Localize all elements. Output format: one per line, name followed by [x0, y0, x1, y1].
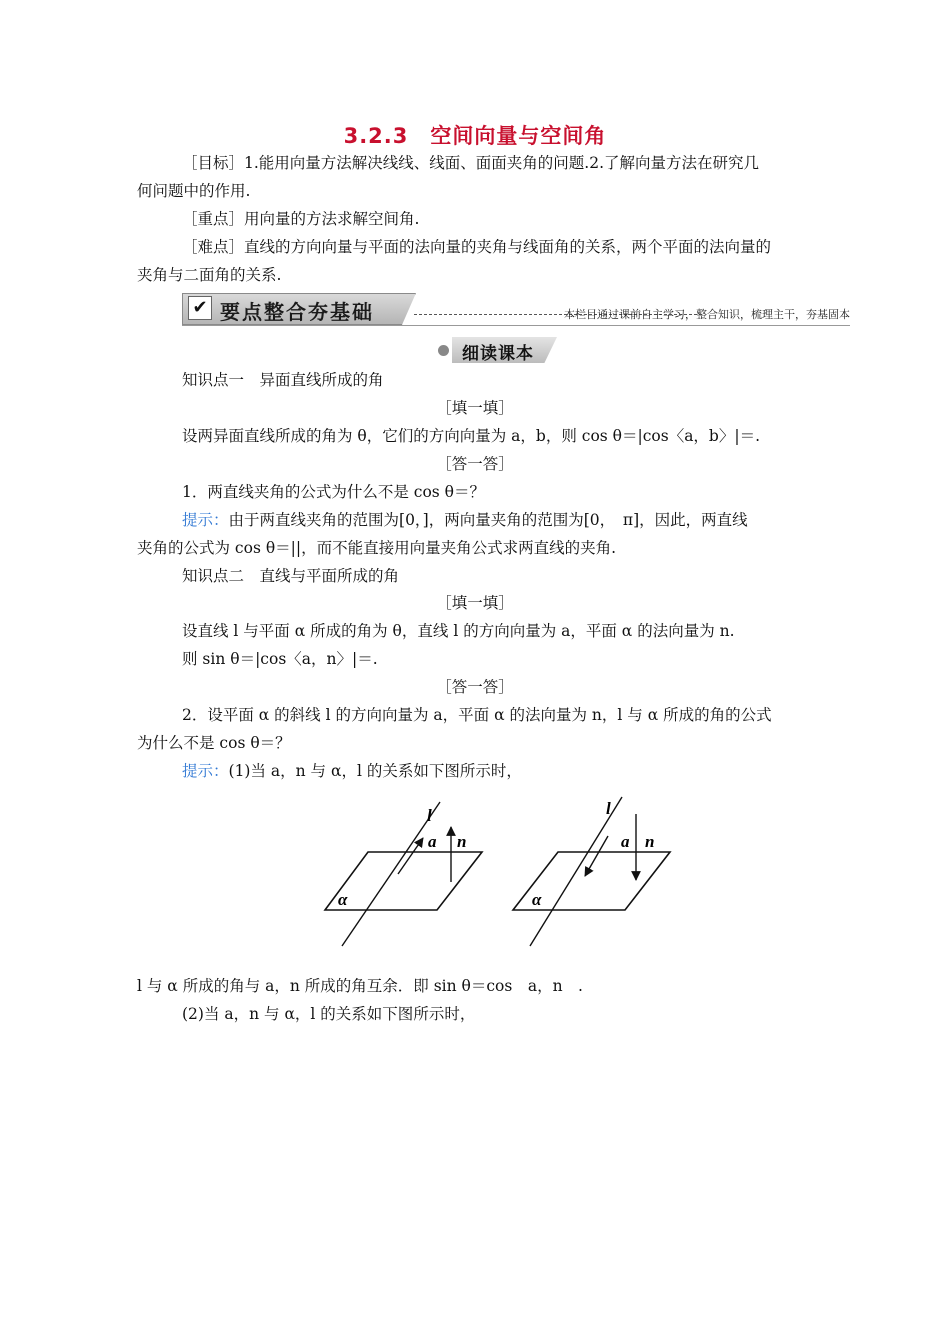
kp2-answer-label: ［答一答］ — [436, 678, 514, 696]
hint-label: 提示： — [182, 511, 229, 529]
kp2-fill-line-1: 设直线 l 与平面 α 所成的角为 θ，直线 l 的方向向量为 a，平面 α 的法向量为 n. — [182, 622, 735, 640]
section-banner — [182, 293, 850, 323]
left-vector-a — [398, 838, 423, 874]
right-label-alpha: α — [532, 890, 542, 909]
left-plane — [325, 852, 482, 910]
bullet-dot-icon — [438, 345, 449, 356]
right-label-l: l — [606, 799, 611, 818]
plane-vector-figure — [320, 794, 680, 954]
kp1-hint-line-2: 夹角的公式为 cos θ＝||，而不能直接用向量夹角公式求两直线的夹角. — [137, 539, 617, 557]
sub-banner-label: 细读课本 — [462, 344, 534, 364]
kp1-hint-line-1 — [182, 510, 748, 530]
difficulty-line-1: ［难点］直线的方向向量与平面的法向量的夹角与线面角的关系，两个平面的法向量的 — [182, 238, 772, 256]
kp2-question-line-1: 2．设平面 α 的斜线 l 的方向向量为 a，平面 α 的法向量为 n，l 与 α 所成的角的公式 — [182, 706, 772, 724]
left-label-l: l — [427, 806, 432, 825]
hint-text: 由于两直线夹角的范围为[0，]，两向量夹角的范围为[0， π]，因此，两直线 — [228, 511, 748, 529]
goal-line-2: 何问题中的作用. — [137, 182, 251, 200]
left-label-alpha: α — [338, 890, 348, 909]
key-point: ［重点］用向量的方法求解空间角. — [182, 210, 420, 228]
banner-note: 本栏目通过课前自主学习，整合知识，梳理主干，夯基固本 — [564, 308, 850, 321]
left-label-a: a — [428, 832, 437, 851]
kp2-fill-line-2: 则 sin θ＝|cos〈a，n〉|＝. — [182, 650, 378, 668]
banner-title: 要点整合夯基础 — [220, 300, 374, 324]
right-label-a: a — [621, 832, 630, 851]
difficulty-line-2: 夹角与二面角的关系. — [137, 266, 282, 284]
goal-line-1: ［目标］1.能用向量方法解决线线、线面、面面夹角的问题.2.了解向量方法在研究几 — [182, 154, 760, 172]
kp2-fill-label: ［填一填］ — [436, 594, 514, 612]
hint-text: (1)当 a，n 与 α，l 的关系如下图所示时， — [228, 762, 522, 780]
left-label-n: n — [457, 832, 467, 851]
right-label-n: n — [645, 832, 655, 851]
kp2-question-line-2: 为什么不是 cos θ＝？ — [137, 734, 291, 752]
kp1-fill-label: ［填一填］ — [436, 399, 514, 417]
kp2-case-2: (2)当 a，n 与 α，l 的关系如下图所示时， — [182, 1005, 476, 1023]
kp1-answer-label: ［答一答］ — [436, 455, 514, 473]
kp1-fill-text: 设两异面直线所成的角为 θ，它们的方向向量为 a，b，则 cos θ＝|cos〈a，b〉|＝. — [182, 427, 761, 445]
right-vector-a — [585, 836, 608, 876]
page-title: 3.2.3 空间向量与空间角 — [343, 124, 607, 148]
kp2-hint-line — [182, 761, 522, 781]
kp2-conclusion: l 与 α 所成的角与 a，n 所成的角互余．即 sin θ＝cos a，n . — [137, 977, 583, 995]
check-icon: ✔ — [188, 296, 212, 320]
kp2-heading: 知识点二 直线与平面所成的角 — [182, 567, 400, 585]
hint-label: 提示： — [182, 762, 229, 780]
sub-banner — [438, 337, 560, 363]
left-diagram — [325, 802, 482, 946]
left-line-l — [342, 802, 440, 946]
kp1-question: 1．两直线夹角的公式为什么不是 cos θ＝？ — [182, 483, 486, 501]
right-diagram — [513, 797, 670, 946]
kp1-heading: 知识点一 异面直线所成的角 — [182, 371, 384, 389]
banner-rule — [182, 325, 850, 326]
